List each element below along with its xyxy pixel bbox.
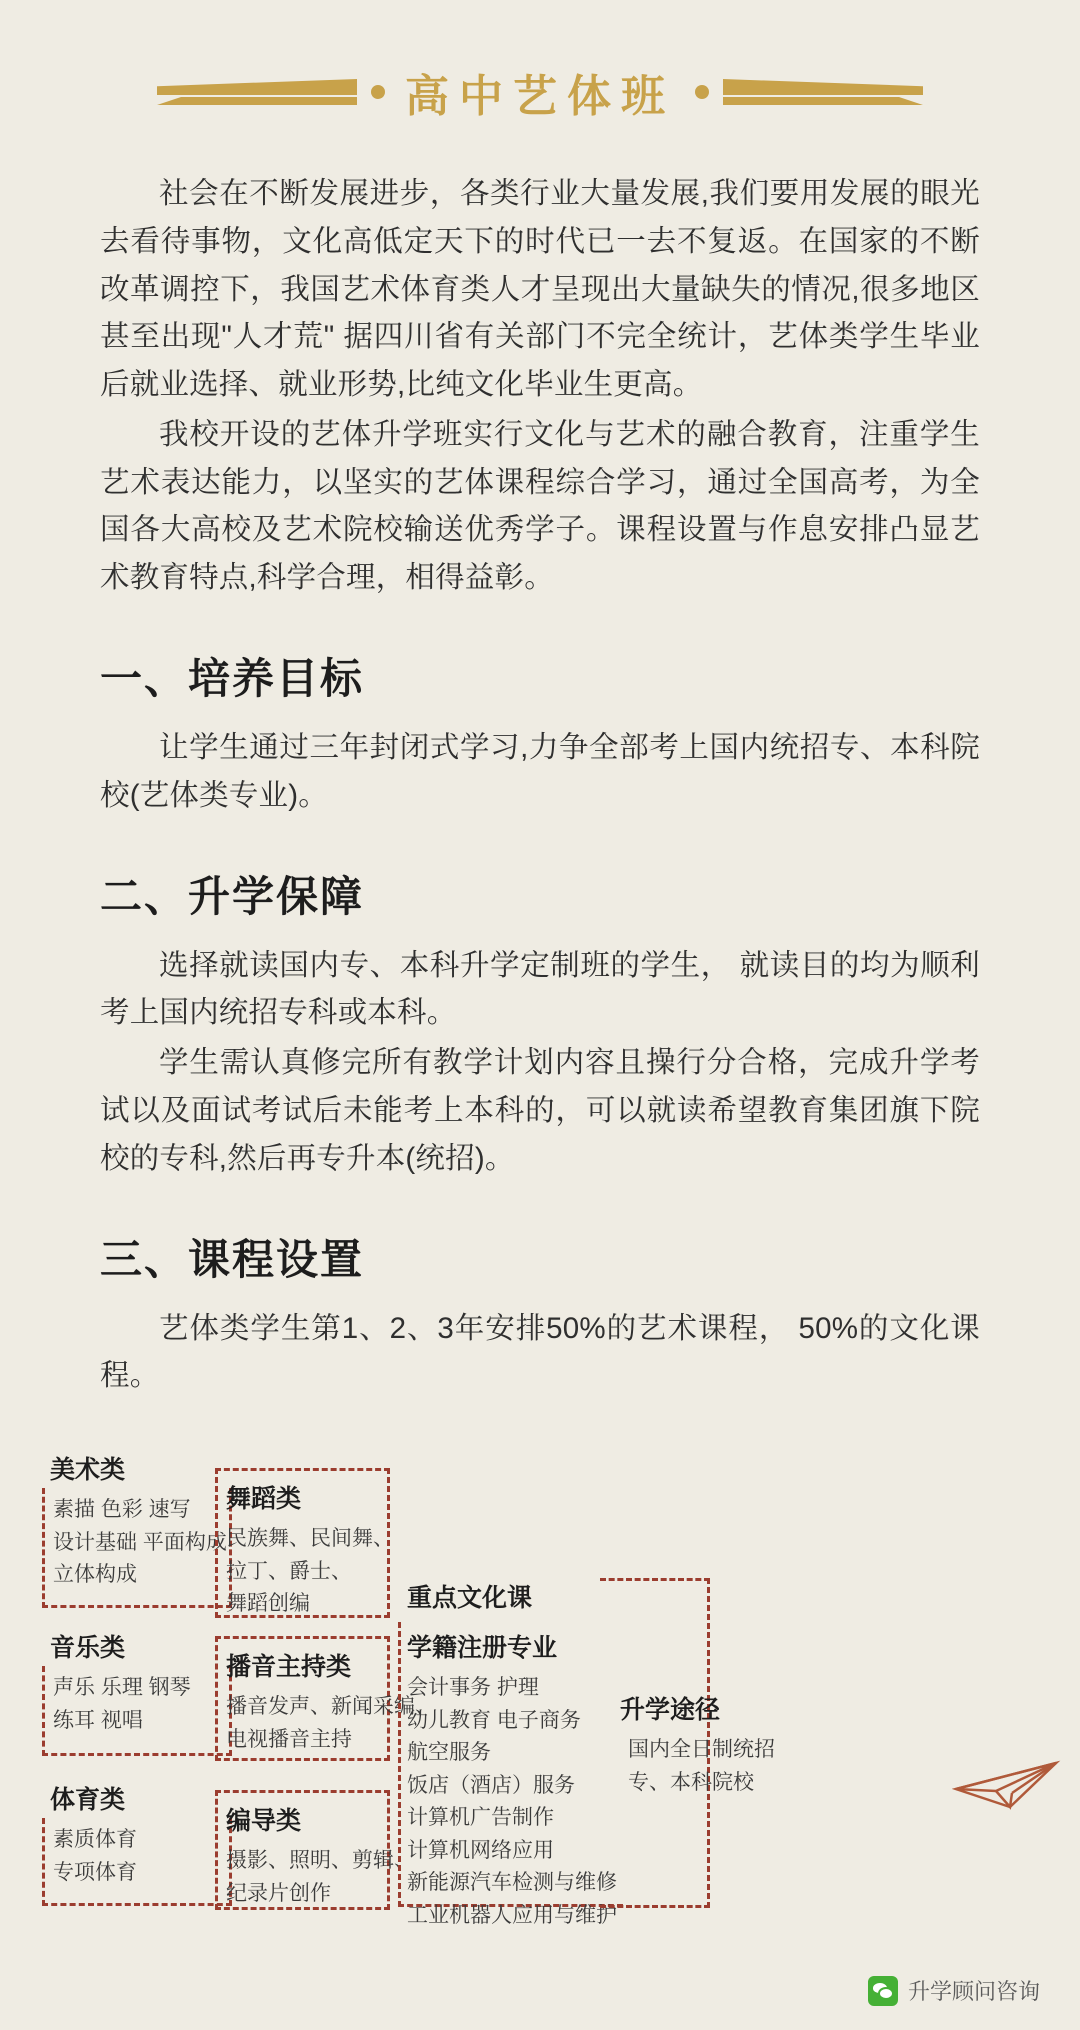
diagram-group-broadcasting-box (215, 1636, 436, 1761)
banner-wing-left-icon (157, 77, 357, 107)
diagram-group-item: 舞蹈创编 (226, 1592, 310, 1616)
diagram-major-item: 饭店（酒店）服务 (407, 1773, 575, 1797)
diagram-group-title: 美术类 (50, 1456, 126, 1485)
diagram-path-title: 升学途径 (620, 1696, 721, 1725)
diagram-path-item: 专、本科院校 (628, 1770, 754, 1794)
diagram-culture-course-title: 重点文化课 (407, 1584, 533, 1613)
diagram-group-fine-arts-box (42, 1488, 232, 1608)
course-structure-diagram (0, 1450, 1080, 1980)
diagram-group-music (50, 1628, 225, 1670)
diagram-group-item: 立体构成 (53, 1563, 137, 1587)
diagram-major-item: 新能源汽车检测与维修 (407, 1871, 617, 1895)
diagram-major-item: 航空服务 (407, 1741, 491, 1765)
section-2-paragraph-1: 选择就读国内专、本科升学定制班的学生， 就读目的均为顺利考上国内统招专科或本科。 (100, 948, 980, 1030)
section-heading-1: 一、培养目标 (100, 655, 365, 703)
section-body-2 (100, 942, 980, 1183)
diagram-major-item: 会计事务 护理 (407, 1676, 539, 1700)
diagram-group-title: 播音主持类 (226, 1653, 352, 1682)
diagram-group-item: 素质体育 (53, 1828, 137, 1852)
diagram-group-fine-arts (50, 1450, 225, 1492)
diagram-group-title: 编导类 (226, 1807, 302, 1836)
diagram-group-dance-box (215, 1468, 394, 1618)
banner-dot-left-icon (371, 85, 385, 99)
section-heading-2: 二、升学保障 (100, 872, 365, 920)
page-title: 高中艺体班 (405, 71, 675, 122)
diagram-group-item: 声乐 乐理 钢琴 (53, 1676, 191, 1700)
paper-plane-icon (952, 1745, 1062, 1830)
diagram-majors-title: 学籍注册专业 (407, 1634, 558, 1663)
diagram-path (620, 1690, 830, 1799)
intro-paragraph-1: 社会在不断发展进步，各类行业大量发展,我们要用发展的眼光去看待事物，文化高低定天下的时代已一去不复返。在国家的不断改革调控下，我国艺术体育类人才呈现出大量缺失的情况,很多地区甚至出现"人才荒" 据四川省有关部门不完全统计，艺体类学生毕业后就业选择、就业形势,比纯文化毕业生更高。 (100, 177, 980, 402)
diagram-path-item: 国内全日制统招 (628, 1738, 775, 1762)
diagram-group-title: 体育类 (50, 1786, 126, 1815)
diagram-group-item: 播音发声、新闻采编、 (226, 1695, 436, 1719)
footer-account (868, 1975, 1040, 2006)
diagram-group-sports-box (42, 1818, 232, 1906)
section-heading-3: 三、课程设置 (100, 1235, 365, 1283)
diagram-group-sports (50, 1780, 225, 1822)
banner-wing-right-icon (723, 77, 923, 107)
document-content (0, 170, 1080, 1400)
intro-paragraph-2: 我校开设的艺体升学班实行文化与艺术的融合教育，注重学生艺术表达能力，以坚实的艺体课程综合学习，通过全国高考，为全国各大高校及艺术院校输送优秀学子。课程设置与作息安排凸显艺术教育特点,科学合理，相得益彰。 (100, 417, 980, 595)
diagram-major-item: 幼儿教育 电子商务 (407, 1708, 581, 1732)
banner-dot-right-icon (695, 85, 709, 99)
diagram-group-title: 舞蹈类 (226, 1485, 302, 1514)
diagram-group-item: 摄影、照明、剪辑、 (226, 1849, 415, 1873)
wechat-icon (868, 1976, 898, 2006)
diagram-group-item: 设计基础 平面构成 (53, 1530, 227, 1554)
diagram-group-item: 专项体育 (53, 1860, 137, 1884)
diagram-group-music-box (42, 1666, 232, 1756)
diagram-group-title: 音乐类 (50, 1634, 126, 1663)
diagram-group-item: 电视播音主持 (226, 1727, 352, 1751)
section-3-paragraph-1: 艺体类学生第1、2、3年安排50%的艺术课程， 50%的文化课程。 (100, 1311, 980, 1393)
diagram-group-directing-box (215, 1790, 415, 1910)
footer-account-label: 升学顾问咨询 (907, 1979, 1040, 2004)
section-2-paragraph-2: 学生需认真修完所有教学计划内容且操行分合格，完成升学考试以及面试考试后未能考上本科的，可以就读希望教育集团旗下院校的专科,然后再专升本(统招)。 (100, 1046, 980, 1175)
diagram-group-item: 拉丁、爵士、 (226, 1559, 352, 1583)
diagram-group-item: 练耳 视唱 (53, 1708, 143, 1732)
section-body-1 (100, 724, 980, 820)
diagram-group-item: 素描 色彩 速写 (53, 1498, 191, 1522)
section-1-paragraph-1: 让学生通过三年封闭式学习,力争全部考上国内统招专、本科院校(艺体类专业)。 (100, 731, 980, 812)
intro-block (100, 170, 980, 602)
section-body-3 (100, 1305, 980, 1401)
diagram-group-item: 民族舞、民间舞、 (226, 1527, 394, 1551)
diagram-major-item: 工业机器人应用与维护 (407, 1903, 617, 1927)
diagram-major-item: 计算机网络应用 (407, 1838, 554, 1862)
diagram-major-item: 计算机广告制作 (407, 1806, 554, 1830)
page-banner (0, 60, 1080, 170)
diagram-group-item: 纪录片创作 (226, 1881, 331, 1905)
